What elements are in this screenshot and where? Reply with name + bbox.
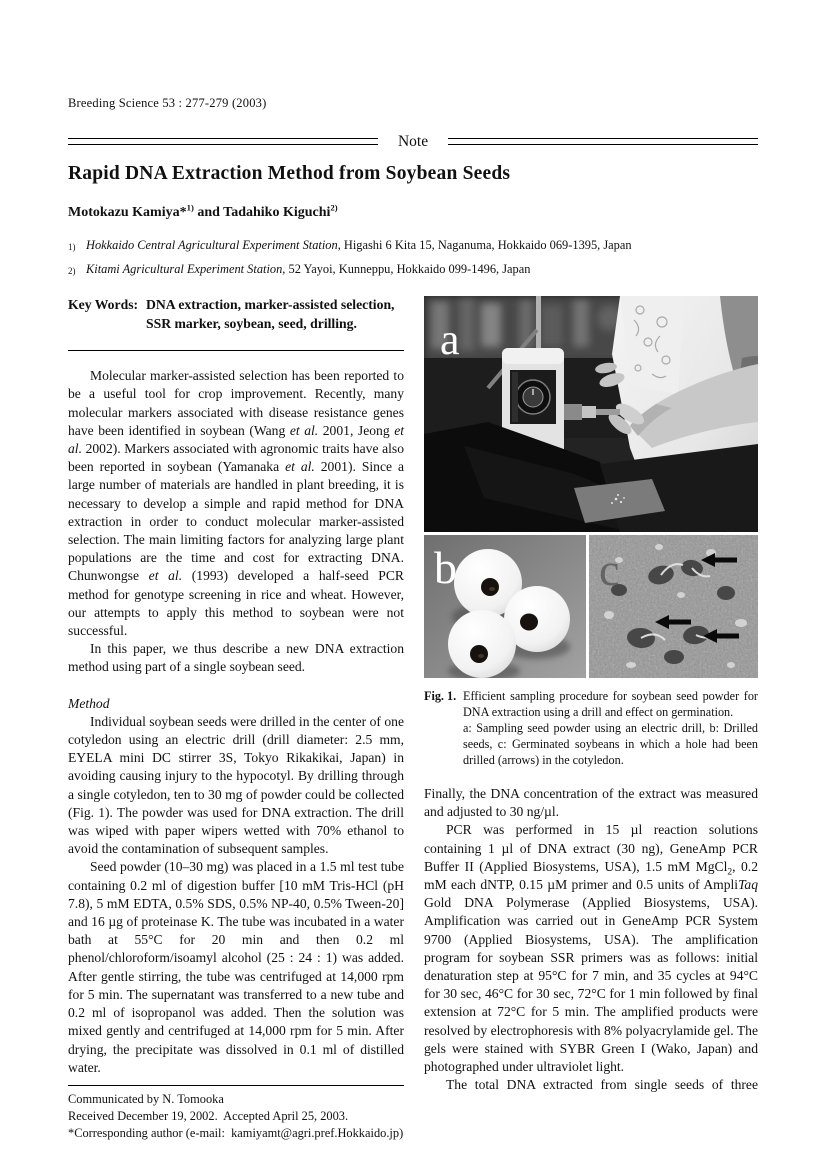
figure-1 [424, 296, 758, 678]
introduction-paragraphs [68, 367, 404, 676]
paper-title: Rapid DNA Extraction Method from Soybean Seeds [68, 163, 511, 184]
keywords-block [68, 296, 404, 333]
affiliation-2-marker: 2) [68, 266, 76, 276]
results-paragraphs [424, 785, 758, 1094]
authors-line: Motokazu Kamiya*$^{1)}$ and Tadahiko Kiguchi$^{2)}$ [68, 202, 338, 220]
figure-panel-b [424, 535, 586, 678]
affiliation-2-text: Kitami Agricultural Experiment Station, 52 Yayoi, Kunneppu, Hokkaido 099-1496, Japan [86, 262, 531, 276]
paragraph: Finally, the DNA concentration of the extract was measured and adjusted to 30 ng/µl. [424, 786, 758, 820]
figure-caption-label: Fig. 1. [424, 689, 457, 703]
affiliation-1-text: Hokkaido Central Agricultural Experiment Station, Higashi 6 Kita 15, Naganuma, Hokkaido 069-1395, Japan [86, 238, 632, 252]
journal-reference: Breeding Science 53 : 277-279 (2003) [68, 96, 267, 110]
affiliation-1-marker: 1) [68, 242, 76, 252]
two-column-body [68, 296, 758, 1141]
affiliation-2 [68, 257, 758, 281]
figure-row-bc [424, 535, 758, 678]
page-content [68, 96, 758, 1141]
keywords-label: Key Words: [68, 297, 139, 312]
method-paragraphs [68, 713, 404, 1077]
footnote-corresponding: *Corresponding author (e-mail: kamiyamt@agri.pref.Hokkaido.jp) [68, 1125, 404, 1140]
footnote-communicated: Communicated by N. Tomooka [68, 1091, 224, 1106]
panel-b-label: b [434, 542, 457, 593]
section-banner [68, 134, 758, 149]
paragraph: Molecular marker-assisted selection has been reported to be a useful tool for crop improvement. Recently, many molecular markers associated with disease resistance genes have been identified in soybean (Wang et al. 2001, Jeong et al. 2002). Markers associated with agronomic traits have also been reported in soybean (Yamanaka et al. 2001). Since a large number of materials are handled in plant breeding, it is necessary to develop a simple and rapid method for DNA extraction in order to conduct molecular marker-assisted selection. The main limiting factors for analyzing large plant populations are the time and cost for extracting DNA. Chunwongse et al. (1993) developed a half-seed PCR method for genotype screening in rice and wheat. However, our attempts to apply this method to soybean were not successful. [68, 368, 405, 639]
figure-caption-detail: a: Sampling seed powder using an electric drill, b: Drilled seeds, c: Germinated soybeans in which a hole had been drilled (arrows) in the cotyledon. [463, 721, 758, 767]
panel-c-label: c [599, 544, 620, 595]
left-column [68, 296, 404, 1141]
paragraph: In this paper, we thus describe a new DNA extraction method using part of a single soybean seed. [68, 641, 404, 675]
panel-a-label: a [440, 315, 460, 364]
affiliation-1 [68, 233, 758, 257]
double-rule-left [68, 138, 378, 145]
figure-caption-text: Efficient sampling procedure for soybean seed powder for DNA extraction using a drill and effect on germination. [463, 689, 758, 719]
figure-caption [424, 688, 758, 768]
keywords-text: DNA extraction, marker-assisted selection, SSR marker, soybean, seed, drilling. [146, 297, 395, 331]
section-label: Note [397, 133, 429, 150]
paragraph: Individual soybean seeds were drilled in the center of one cotyledon using an electric drill (drill diameter: 2.5 mm, EYELA mini DC stirrer 3S, Tokyo Rikakikai, Japan) in avoiding causing injury to the hypocotyl. By drilling through a single cotyledon, ten to 30 mg of powder could be collected (Fig. 1). The powder was used for DNA extraction. The drill was wiped with paper wipers wetted with 70% ethanol to avoid the contamination of subsequent samples. [68, 713, 404, 857]
figure-panel-a [424, 296, 758, 532]
figure-panel-c [589, 535, 758, 678]
footnote-received: Received December 19, 2002. Accepted April 25, 2003. [68, 1108, 349, 1123]
double-rule-right [448, 138, 758, 145]
right-column [424, 296, 758, 1141]
footnote-block [68, 1085, 404, 1141]
footnote-rule [68, 1085, 404, 1086]
keywords-rule [68, 350, 404, 351]
paragraph: PCR was performed in 15 µl reaction solutions containing 1 µl of DNA extract (30 ng), GeneAmp PCR Buffer II (Applied Biosystems, USA), 1.5 mM MgCl$_2$, 0.2 mM each dNTP, 0.15 µM primer and 0.5 units of AmpliTaq Gold DNA Polymerase (Applied Biosystems, USA). Amplification was carried out in GeneAmp PCR System 9700 (Applied Biosystems, USA). The amplification program for soybean SSR primers was as follows: initial denaturation step at 95°C for 7 min, and 35 cycles at 94°C for 30 sec, 46°C for 30 sec, 72°C for 1 min followed by final extension at 72°C for 5 min. The amplified products were resolved by electrophoresis with 8% polyacrylamide gel. The gels were stained with SYBR Green I (Wako, Japan) and photographed under ultraviolet light. [424, 822, 758, 1075]
paragraph: The total DNA extracted from single seeds of three [446, 1077, 758, 1093]
method-heading: Method [68, 695, 110, 711]
affiliations [68, 233, 758, 281]
paragraph: Seed powder (10–30 mg) was placed in a 1.5 ml test tube containing 0.2 ml of digestion buffer [10 mM Tris-HCl (pH 7.8), 5 mM EDTA, 0.5% SDS, 0.5% NP-40, 0.5% Tween-20] and 16 µg of proteinase K. The tube was incubated in a water bath at 55°C for 20 min and then 0.2 ml phenol/chloroform/isoamyl alcohol (25 : 24 : 1) was added. After gentle stirring, the tube was centrifuged at 14,000 rpm for 5 min. The supernatant was transferred to a new tube and 0.2 ml of isopropanol was added. Then the solution was mixed gently and centrifuged at 14,000 rpm for 5 min. After drying, the precipitate was dissolved in 0.1 ml of distilled water. [68, 859, 404, 1075]
